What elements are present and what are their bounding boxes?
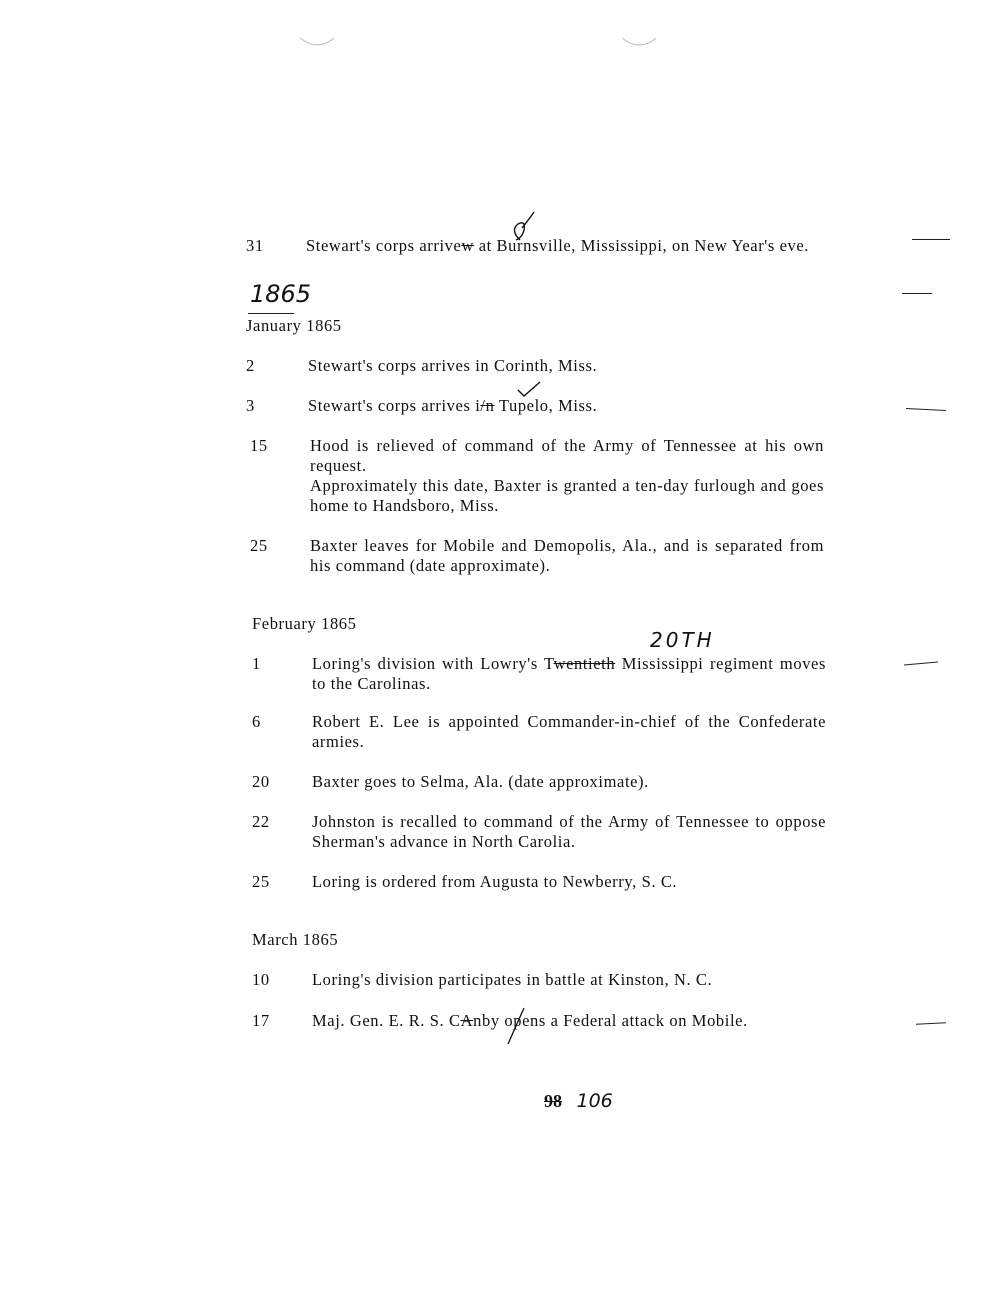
entry-day: 17	[252, 1011, 270, 1030]
scan-arc-mark	[620, 34, 660, 50]
entry-day: 31	[246, 236, 264, 255]
entry-day: 6	[252, 712, 261, 731]
margin-tick-mark	[902, 293, 932, 294]
handwritten-correction-mark	[514, 380, 544, 402]
entry-day: 20	[252, 772, 270, 791]
scan-arc-mark	[298, 34, 338, 50]
entry-text: Stewart's corps arrivew at Burnsville, Mississippi, on New Year's eve.	[306, 236, 810, 255]
handwritten-correction-mark	[500, 1004, 530, 1048]
page-number-struck: 98	[544, 1091, 562, 1111]
margin-tick-mark	[912, 239, 950, 240]
entry-text: Johnston is recalled to command of the Army of Tennessee to oppose Sherman's advance in North Carolia.	[312, 812, 826, 851]
margin-tick-mark	[904, 662, 938, 666]
underline-mark	[248, 313, 294, 314]
entry-day: 22	[252, 812, 270, 831]
entry-text: Stewart's corps arrives i/n Tupelo, Miss.	[308, 396, 598, 415]
entry-text: Stewart's corps arrives in Corinth, Miss.	[308, 356, 598, 375]
margin-tick-mark	[906, 408, 946, 411]
page-number	[544, 1090, 613, 1112]
handwritten-correction-mark	[500, 210, 540, 250]
year-annotation: 1865	[250, 280, 312, 308]
entry-text: Baxter goes to Selma, Ala. (date approximate).	[312, 772, 649, 791]
entry-day: 25	[252, 872, 270, 891]
month-heading-february: February 1865	[252, 614, 357, 633]
entry-day: 2	[246, 356, 255, 375]
entry-text: Robert E. Lee is appointed Commander-in-chief of the Confederate armies.	[312, 712, 826, 751]
entry-day: 1	[252, 654, 261, 673]
entry-day: 3	[246, 396, 255, 415]
entry-text: Loring's division participates in battle at Kinston, N. C.	[312, 970, 713, 989]
entry-text: Maj. Gen. E. R. S. CAnby opens a Federal attack on Mobile.	[312, 1011, 748, 1030]
entry-day: 25	[250, 536, 268, 555]
page-number-handwritten: 106	[576, 1090, 613, 1112]
month-heading-march: March 1865	[252, 930, 339, 949]
entry-text: Loring's division with Lowry's Twentieth Mississippi regiment moves to the Carolinas.	[312, 654, 826, 693]
entry-day: 15	[250, 436, 268, 455]
margin-tick-mark	[916, 1022, 946, 1025]
entry-text: Baxter leaves for Mobile and Demopolis, Ala., and is separated from his command (date approximate).	[310, 536, 824, 575]
entry-text: Hood is relieved of command of the Army of Tennessee at his own request. Approximately this date, Baxter is granted a ten-day furlough and goes home to Handsboro, Miss.	[310, 436, 824, 515]
entry-text: Loring is ordered from Augusta to Newberry, S. C.	[312, 872, 678, 891]
entry-day: 10	[252, 970, 270, 989]
handwritten-annotation-20th: 20TH	[650, 628, 715, 652]
month-heading-january: January 1865	[246, 316, 342, 335]
